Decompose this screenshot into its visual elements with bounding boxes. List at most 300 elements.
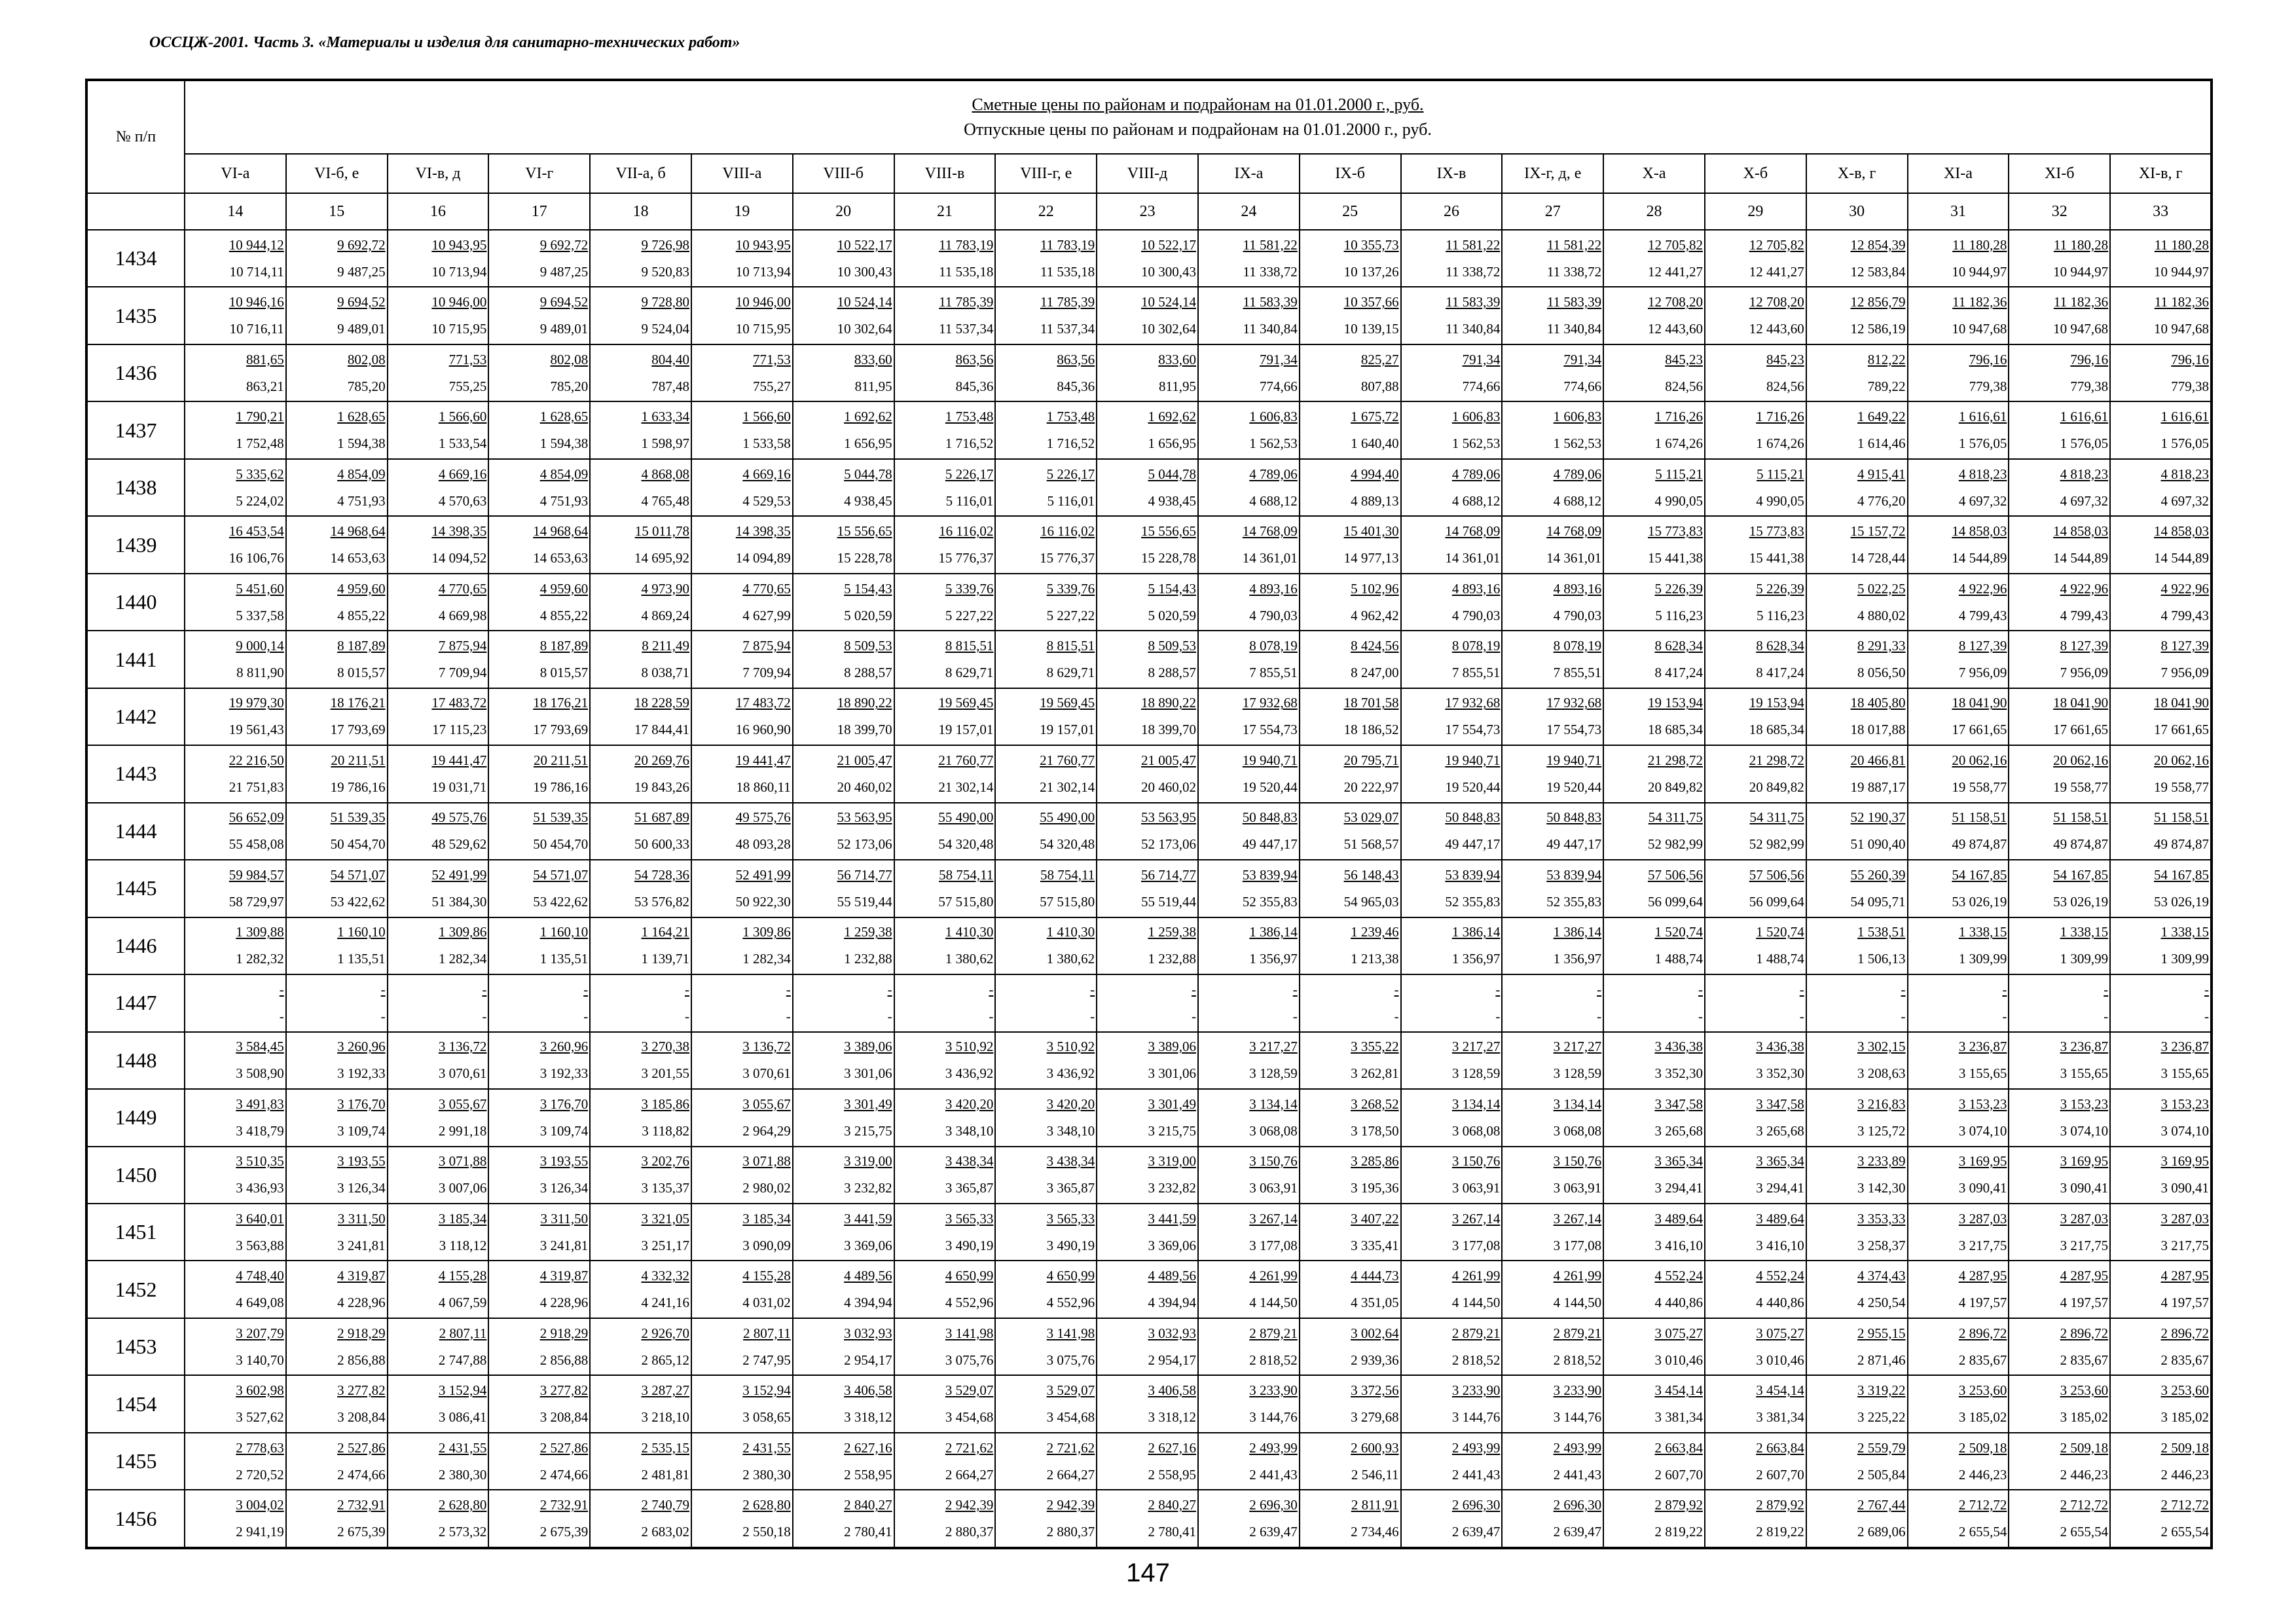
estimate-price: 2 732,91 xyxy=(337,1497,386,1513)
estimate-price: 8 078,19 xyxy=(1553,638,1602,654)
release-price: 1 656,95 xyxy=(1148,435,1196,452)
price-cell xyxy=(2110,1490,2212,1548)
estimate-price: - xyxy=(482,981,487,997)
estimate-price: 4 789,06 xyxy=(1249,466,1298,482)
estimate-price: 2 527,86 xyxy=(539,1439,589,1456)
release-price: 824,56 xyxy=(1665,378,1703,394)
estimate-price: 2 712,72 xyxy=(2160,1497,2209,1513)
estimate-price: 3 510,35 xyxy=(236,1153,284,1170)
estimate-price: 1 309,86 xyxy=(742,924,791,940)
estimate-price: 54 571,07 xyxy=(330,866,386,883)
estimate-price: 53 839,94 xyxy=(1546,866,1602,883)
release-price: 1 232,88 xyxy=(844,951,892,967)
release-price: 3 063,91 xyxy=(1451,1180,1501,1196)
release-price: 3 090,09 xyxy=(742,1237,791,1253)
price-cell xyxy=(1097,1375,1198,1432)
release-price: 3 118,82 xyxy=(642,1122,689,1139)
release-price: 4 627,99 xyxy=(742,607,791,623)
release-price: 4 790,03 xyxy=(1451,607,1501,623)
estimate-price: 1 716,26 xyxy=(1756,409,1804,425)
release-price: 1 213,38 xyxy=(1351,951,1399,967)
release-price: 1 576,05 xyxy=(2060,435,2109,452)
estimate-price: 8 078,19 xyxy=(1249,638,1298,654)
row-number: 1436 xyxy=(86,344,185,401)
estimate-price: 14 858,03 xyxy=(1952,523,2007,540)
estimate-price: 3 301,49 xyxy=(1148,1096,1196,1112)
row-number: 1447 xyxy=(86,974,185,1031)
price-cell xyxy=(2110,344,2212,401)
estimate-price: 18 041,90 xyxy=(1952,695,2007,711)
estimate-price: - xyxy=(684,981,689,997)
row-number: 1443 xyxy=(86,745,185,802)
estimate-price: 2 721,62 xyxy=(1046,1439,1095,1456)
estimate-price: 3 193,55 xyxy=(337,1153,386,1170)
price-cell xyxy=(388,917,489,974)
row-number: 1456 xyxy=(86,1490,185,1548)
table-row xyxy=(86,974,2212,1031)
price-cell xyxy=(894,745,996,802)
column-region-header: VI-б, е xyxy=(286,154,388,193)
estimate-price: 3 169,95 xyxy=(2160,1153,2209,1170)
estimate-price: - xyxy=(2002,981,2007,997)
price-cell xyxy=(691,287,793,344)
release-price: 8 811,90 xyxy=(236,665,284,681)
estimate-price: 18 890,22 xyxy=(837,695,892,711)
estimate-price: 8 127,39 xyxy=(1958,638,2007,654)
column-region-header: VII-а, б xyxy=(590,154,691,193)
estimate-price: 57 506,56 xyxy=(1647,866,1703,883)
estimate-price: 4 444,73 xyxy=(1351,1268,1399,1284)
release-price: 3 208,84 xyxy=(337,1409,386,1426)
estimate-price: 4 552,24 xyxy=(1654,1268,1703,1284)
price-cell xyxy=(1908,745,2009,802)
release-price: 2 941,19 xyxy=(236,1524,284,1540)
price-cell xyxy=(590,688,691,745)
release-price: 12 586,19 xyxy=(1850,321,1906,337)
row-number: 1446 xyxy=(86,917,185,974)
release-price: 3 217,75 xyxy=(1958,1237,2007,1253)
release-price: 1 576,05 xyxy=(2160,435,2209,452)
estimate-price: 3 420,20 xyxy=(945,1096,994,1112)
release-price: 3 144,76 xyxy=(1249,1409,1298,1426)
estimate-price: 3 319,22 xyxy=(1857,1382,1906,1399)
column-region-header: VIII-д xyxy=(1097,154,1198,193)
release-price: 2 780,41 xyxy=(1148,1524,1196,1540)
price-cell xyxy=(894,688,996,745)
estimate-price: 18 405,80 xyxy=(1850,695,1906,711)
estimate-price: 1 160,10 xyxy=(337,924,386,940)
release-price: 17 661,65 xyxy=(2053,722,2109,738)
estimate-price: 3 389,06 xyxy=(1148,1039,1196,1055)
column-number: 27 xyxy=(1502,193,1603,230)
release-price: 8 417,24 xyxy=(1654,665,1703,681)
release-price: 19 520,44 xyxy=(1445,779,1501,795)
price-cell xyxy=(1401,230,1503,287)
release-price: 18 017,88 xyxy=(1850,722,1906,738)
release-price: 3 381,34 xyxy=(1756,1409,1804,1426)
price-cell xyxy=(1300,688,1401,745)
release-price: 10 947,68 xyxy=(2053,321,2109,337)
release-price: 10 716,11 xyxy=(229,321,284,337)
price-cell xyxy=(1300,1261,1401,1318)
price-cell xyxy=(2110,287,2212,344)
price-cell xyxy=(1502,1375,1603,1432)
price-cell xyxy=(286,401,388,458)
price-cell xyxy=(1705,230,1806,287)
estimate-price: 5 154,43 xyxy=(1148,580,1196,597)
price-cell xyxy=(793,1433,894,1490)
estimate-price: 10 522,17 xyxy=(837,236,892,253)
release-price: 3 128,59 xyxy=(1451,1065,1501,1082)
release-price: - xyxy=(684,1008,689,1024)
release-price: - xyxy=(1495,1008,1501,1024)
estimate-price: 1 386,14 xyxy=(1249,924,1298,940)
price-cell xyxy=(2009,1032,2110,1089)
release-price: 3 301,06 xyxy=(844,1065,892,1082)
release-price: 3 007,06 xyxy=(438,1180,487,1196)
release-price: 50 454,70 xyxy=(533,836,589,853)
release-price: 49 874,87 xyxy=(2053,836,2109,853)
release-price: 4 799,43 xyxy=(1958,607,2007,623)
price-cell xyxy=(185,459,286,516)
price-cell xyxy=(1502,401,1603,458)
price-cell xyxy=(793,1318,894,1375)
price-cell xyxy=(286,745,388,802)
estimate-price: 3 510,92 xyxy=(1046,1039,1095,1055)
estimate-price: 863,56 xyxy=(1057,351,1095,367)
estimate-price: 8 815,51 xyxy=(945,638,994,654)
price-cell xyxy=(691,1433,793,1490)
estimate-price: 8 509,53 xyxy=(844,638,892,654)
estimate-price: 1 520,74 xyxy=(1654,924,1703,940)
price-cell xyxy=(1198,745,1300,802)
price-cell xyxy=(1502,1261,1603,1318)
estimate-price: 771,53 xyxy=(753,351,791,367)
price-cell xyxy=(691,631,793,688)
release-price: 4 938,45 xyxy=(844,492,892,509)
estimate-price: 1 753,48 xyxy=(945,409,994,425)
estimate-price: 3 347,58 xyxy=(1654,1096,1703,1112)
estimate-price: - xyxy=(1292,981,1298,997)
price-cell xyxy=(1401,688,1503,745)
price-cell xyxy=(590,459,691,516)
release-price: 3 185,02 xyxy=(2160,1409,2209,1426)
estimate-price: - xyxy=(1901,981,1906,997)
estimate-price: 22 216,50 xyxy=(228,752,284,768)
release-price: 49 447,17 xyxy=(1242,836,1298,853)
price-cell xyxy=(1908,459,2009,516)
release-price: - xyxy=(1191,1008,1196,1024)
price-cell xyxy=(1300,401,1401,458)
price-cell xyxy=(1198,860,1300,917)
estimate-price: 3 406,58 xyxy=(844,1382,892,1399)
release-price: 3 068,08 xyxy=(1553,1122,1602,1139)
price-cell xyxy=(691,1032,793,1089)
estimate-price: 3 584,45 xyxy=(236,1039,284,1055)
release-price: 14 544,89 xyxy=(2053,550,2109,566)
price-cell xyxy=(1806,1375,1908,1432)
estimate-price: 1 628,65 xyxy=(539,409,589,425)
release-price: 11 338,72 xyxy=(1546,263,1602,280)
price-cell xyxy=(793,1375,894,1432)
release-price: 3 416,10 xyxy=(1756,1237,1804,1253)
release-price: 11 338,72 xyxy=(1446,263,1501,280)
estimate-price: 56 652,09 xyxy=(228,809,284,826)
estimate-price: 4 155,28 xyxy=(742,1268,791,1284)
price-cell xyxy=(1603,631,1705,688)
release-price: 1 488,74 xyxy=(1654,951,1703,967)
estimate-price: 10 943,95 xyxy=(431,236,487,253)
estimate-price: 3 153,23 xyxy=(2060,1096,2109,1112)
estimate-price: 57 506,56 xyxy=(1749,866,1804,883)
price-cell xyxy=(388,1032,489,1089)
price-cell xyxy=(1705,917,1806,974)
column-number: 30 xyxy=(1806,193,1908,230)
release-price: 52 355,83 xyxy=(1546,893,1602,910)
release-price: 3 125,72 xyxy=(1857,1122,1906,1139)
price-cell xyxy=(185,631,286,688)
release-price: 14 544,89 xyxy=(2154,550,2209,566)
estimate-price: 53 563,95 xyxy=(1140,809,1196,826)
price-cell xyxy=(1705,1375,1806,1432)
release-price: 3 109,74 xyxy=(539,1122,589,1139)
release-price: 17 661,65 xyxy=(2154,722,2209,738)
release-price: 7 855,51 xyxy=(1553,665,1602,681)
estimate-price: 12 705,82 xyxy=(1647,236,1703,253)
price-cell xyxy=(286,1147,388,1204)
estimate-price: 5 115,21 xyxy=(1655,466,1703,482)
price-cell xyxy=(388,516,489,573)
price-cell xyxy=(286,574,388,631)
estimate-price: 1 160,10 xyxy=(539,924,589,940)
price-cell xyxy=(185,230,286,287)
release-price: 9 487,25 xyxy=(539,263,589,280)
release-price: - xyxy=(2104,1008,2109,1024)
release-price: 9 524,04 xyxy=(641,321,689,337)
release-price: - xyxy=(1799,1008,1804,1024)
release-price: 3 490,19 xyxy=(945,1237,994,1253)
release-price: 3 074,10 xyxy=(2160,1122,2209,1139)
price-cell xyxy=(2009,1147,2110,1204)
price-cell xyxy=(388,344,489,401)
release-price: 3 155,65 xyxy=(1958,1065,2007,1082)
price-cell xyxy=(1705,631,1806,688)
estimate-price: 21 760,77 xyxy=(938,752,994,768)
estimate-price: 3 268,52 xyxy=(1351,1096,1399,1112)
estimate-price: 2 807,11 xyxy=(743,1325,791,1341)
release-price: 2 683,02 xyxy=(641,1524,689,1540)
price-cell xyxy=(1300,1318,1401,1375)
price-cell xyxy=(1198,287,1300,344)
price-cell xyxy=(1806,1089,1908,1146)
estimate-price: 2 879,21 xyxy=(1451,1325,1501,1341)
price-cell xyxy=(894,1032,996,1089)
estimate-price: 2 712,72 xyxy=(2060,1497,2109,1513)
price-cell xyxy=(1502,688,1603,745)
estimate-price: 53 839,94 xyxy=(1242,866,1298,883)
column-number: 20 xyxy=(793,193,894,230)
estimate-price: 58 754,11 xyxy=(1040,866,1095,883)
price-cell xyxy=(1908,1490,2009,1548)
estimate-price: 3 134,14 xyxy=(1553,1096,1602,1112)
release-price: 9 520,83 xyxy=(641,263,689,280)
estimate-price: 3 150,76 xyxy=(1553,1153,1602,1170)
estimate-price: 21 760,77 xyxy=(1040,752,1095,768)
release-price: 3 301,06 xyxy=(1148,1065,1196,1082)
column-region-header: XI-в, г xyxy=(2110,154,2212,193)
price-cell xyxy=(691,688,793,745)
price-cell xyxy=(995,1433,1097,1490)
price-cell xyxy=(1300,1089,1401,1146)
estimate-price: 5 339,76 xyxy=(1046,580,1095,597)
price-cell xyxy=(1908,516,2009,573)
estimate-price: 19 940,71 xyxy=(1242,752,1298,768)
release-price: 10 715,95 xyxy=(431,321,487,337)
price-cell xyxy=(1401,1089,1503,1146)
estimate-price: 2 778,63 xyxy=(236,1439,284,1456)
column-region-header: IX-в xyxy=(1401,154,1503,193)
estimate-price: 2 493,99 xyxy=(1553,1439,1602,1456)
estimate-price: 11 182,36 xyxy=(1952,294,2007,310)
price-cell xyxy=(488,1433,590,1490)
release-price: 4 197,57 xyxy=(2160,1295,2209,1311)
release-price: 3 070,61 xyxy=(742,1065,791,1082)
release-price: 50 922,30 xyxy=(735,893,791,910)
release-price: 787,48 xyxy=(651,378,689,394)
release-price: 3 195,36 xyxy=(1351,1180,1399,1196)
estimate-price: 54 571,07 xyxy=(533,866,589,883)
estimate-price: 19 441,47 xyxy=(431,752,487,768)
estimate-price: 21 005,47 xyxy=(837,752,892,768)
price-cell xyxy=(1806,1318,1908,1375)
price-cell xyxy=(185,1318,286,1375)
price-cell xyxy=(1908,1375,2009,1432)
estimate-price: 4 287,95 xyxy=(2060,1268,2109,1284)
price-cell xyxy=(995,287,1097,344)
release-price: 2 856,88 xyxy=(337,1352,386,1368)
release-price: 54 095,71 xyxy=(1850,893,1906,910)
release-price: 14 544,89 xyxy=(1952,550,2007,566)
release-price: 2 818,52 xyxy=(1451,1352,1501,1368)
price-cell xyxy=(2009,1375,2110,1432)
estimate-price: 4 374,43 xyxy=(1857,1268,1906,1284)
release-price: 15 441,38 xyxy=(1647,550,1703,566)
release-price: 1 614,46 xyxy=(1857,435,1906,452)
release-price: 16 960,90 xyxy=(735,722,791,738)
release-price: 7 709,94 xyxy=(742,665,791,681)
release-price: 55 458,08 xyxy=(228,836,284,853)
release-price: 3 416,10 xyxy=(1654,1237,1703,1253)
release-price: 4 669,98 xyxy=(438,607,487,623)
price-cell xyxy=(995,1147,1097,1204)
price-cell xyxy=(185,1147,286,1204)
price-cell xyxy=(1097,1490,1198,1548)
estimate-price: 1 386,14 xyxy=(1451,924,1501,940)
release-price: 3 126,34 xyxy=(539,1180,589,1196)
release-price: 2 954,17 xyxy=(1148,1352,1196,1368)
release-price: 55 519,44 xyxy=(1140,893,1196,910)
release-price: 11 338,72 xyxy=(1243,263,1298,280)
release-price: 2 550,18 xyxy=(742,1524,791,1540)
estimate-price: 20 062,16 xyxy=(2154,752,2209,768)
release-price: 17 793,69 xyxy=(330,722,386,738)
estimate-price: 5 451,60 xyxy=(236,580,284,597)
estimate-price: 3 055,67 xyxy=(438,1096,487,1112)
price-cell xyxy=(1806,688,1908,745)
release-price: 3 201,55 xyxy=(641,1065,689,1082)
estimate-price: 1 692,62 xyxy=(844,409,892,425)
release-price: 3 185,02 xyxy=(2060,1409,2109,1426)
release-price: - xyxy=(2204,1008,2209,1024)
release-price: 7 855,51 xyxy=(1451,665,1501,681)
release-price: 50 454,70 xyxy=(330,836,386,853)
estimate-price: 18 890,22 xyxy=(1140,695,1196,711)
price-cell xyxy=(1401,1204,1503,1261)
price-cell xyxy=(1198,574,1300,631)
column-number: 18 xyxy=(590,193,691,230)
release-price: 14 977,13 xyxy=(1343,550,1399,566)
estimate-price: 1 338,15 xyxy=(2060,924,2109,940)
release-price: 12 441,27 xyxy=(1647,263,1703,280)
release-price: 10 944,97 xyxy=(1952,263,2007,280)
release-price: 9 489,01 xyxy=(539,321,589,337)
table-row xyxy=(86,1089,2212,1146)
estimate-price: 53 839,94 xyxy=(1445,866,1501,883)
release-price: 4 790,03 xyxy=(1249,607,1298,623)
column-region-header: XI-б xyxy=(2009,154,2110,193)
release-price: 1 356,97 xyxy=(1249,951,1298,967)
price-cell xyxy=(1806,974,1908,1031)
price-cell xyxy=(995,1204,1097,1261)
release-price: 18 399,70 xyxy=(1140,722,1196,738)
release-price: 17 661,65 xyxy=(1952,722,2007,738)
estimate-price: 881,65 xyxy=(246,351,284,367)
price-cell xyxy=(894,803,996,860)
estimate-price: 4 669,16 xyxy=(438,466,487,482)
release-price: 4 351,05 xyxy=(1351,1295,1399,1311)
estimate-price: 3 233,90 xyxy=(1553,1382,1602,1399)
release-price: 3 063,91 xyxy=(1553,1180,1602,1196)
estimate-price: 802,08 xyxy=(550,351,589,367)
release-price: 3 178,50 xyxy=(1351,1122,1399,1139)
column-region-header: VIII-а xyxy=(691,154,793,193)
release-price: 863,21 xyxy=(246,378,284,394)
price-cell xyxy=(2009,574,2110,631)
release-price: 4 938,45 xyxy=(1148,492,1196,509)
estimate-price: 1 338,15 xyxy=(1958,924,2007,940)
price-cell xyxy=(590,631,691,688)
release-price: 14 094,89 xyxy=(735,550,791,566)
estimate-price: 1 386,14 xyxy=(1553,924,1602,940)
estimate-price: 55 260,39 xyxy=(1850,866,1906,883)
table-row xyxy=(86,574,2212,631)
release-price: 52 355,83 xyxy=(1242,893,1298,910)
price-cell xyxy=(793,631,894,688)
release-price: 779,38 xyxy=(1969,378,2007,394)
release-price: 1 282,34 xyxy=(742,951,791,967)
estimate-price: - xyxy=(786,981,791,997)
estimate-price: 1 616,61 xyxy=(2060,409,2109,425)
release-price: 18 399,70 xyxy=(837,722,892,738)
estimate-price: 54 167,85 xyxy=(1952,866,2007,883)
table-row xyxy=(86,1261,2212,1318)
price-cell xyxy=(2110,401,2212,458)
price-cell xyxy=(995,230,1097,287)
release-price: 2 780,41 xyxy=(844,1524,892,1540)
price-cell xyxy=(388,631,489,688)
price-cell xyxy=(488,860,590,917)
estimate-price: 20 062,16 xyxy=(2053,752,2109,768)
